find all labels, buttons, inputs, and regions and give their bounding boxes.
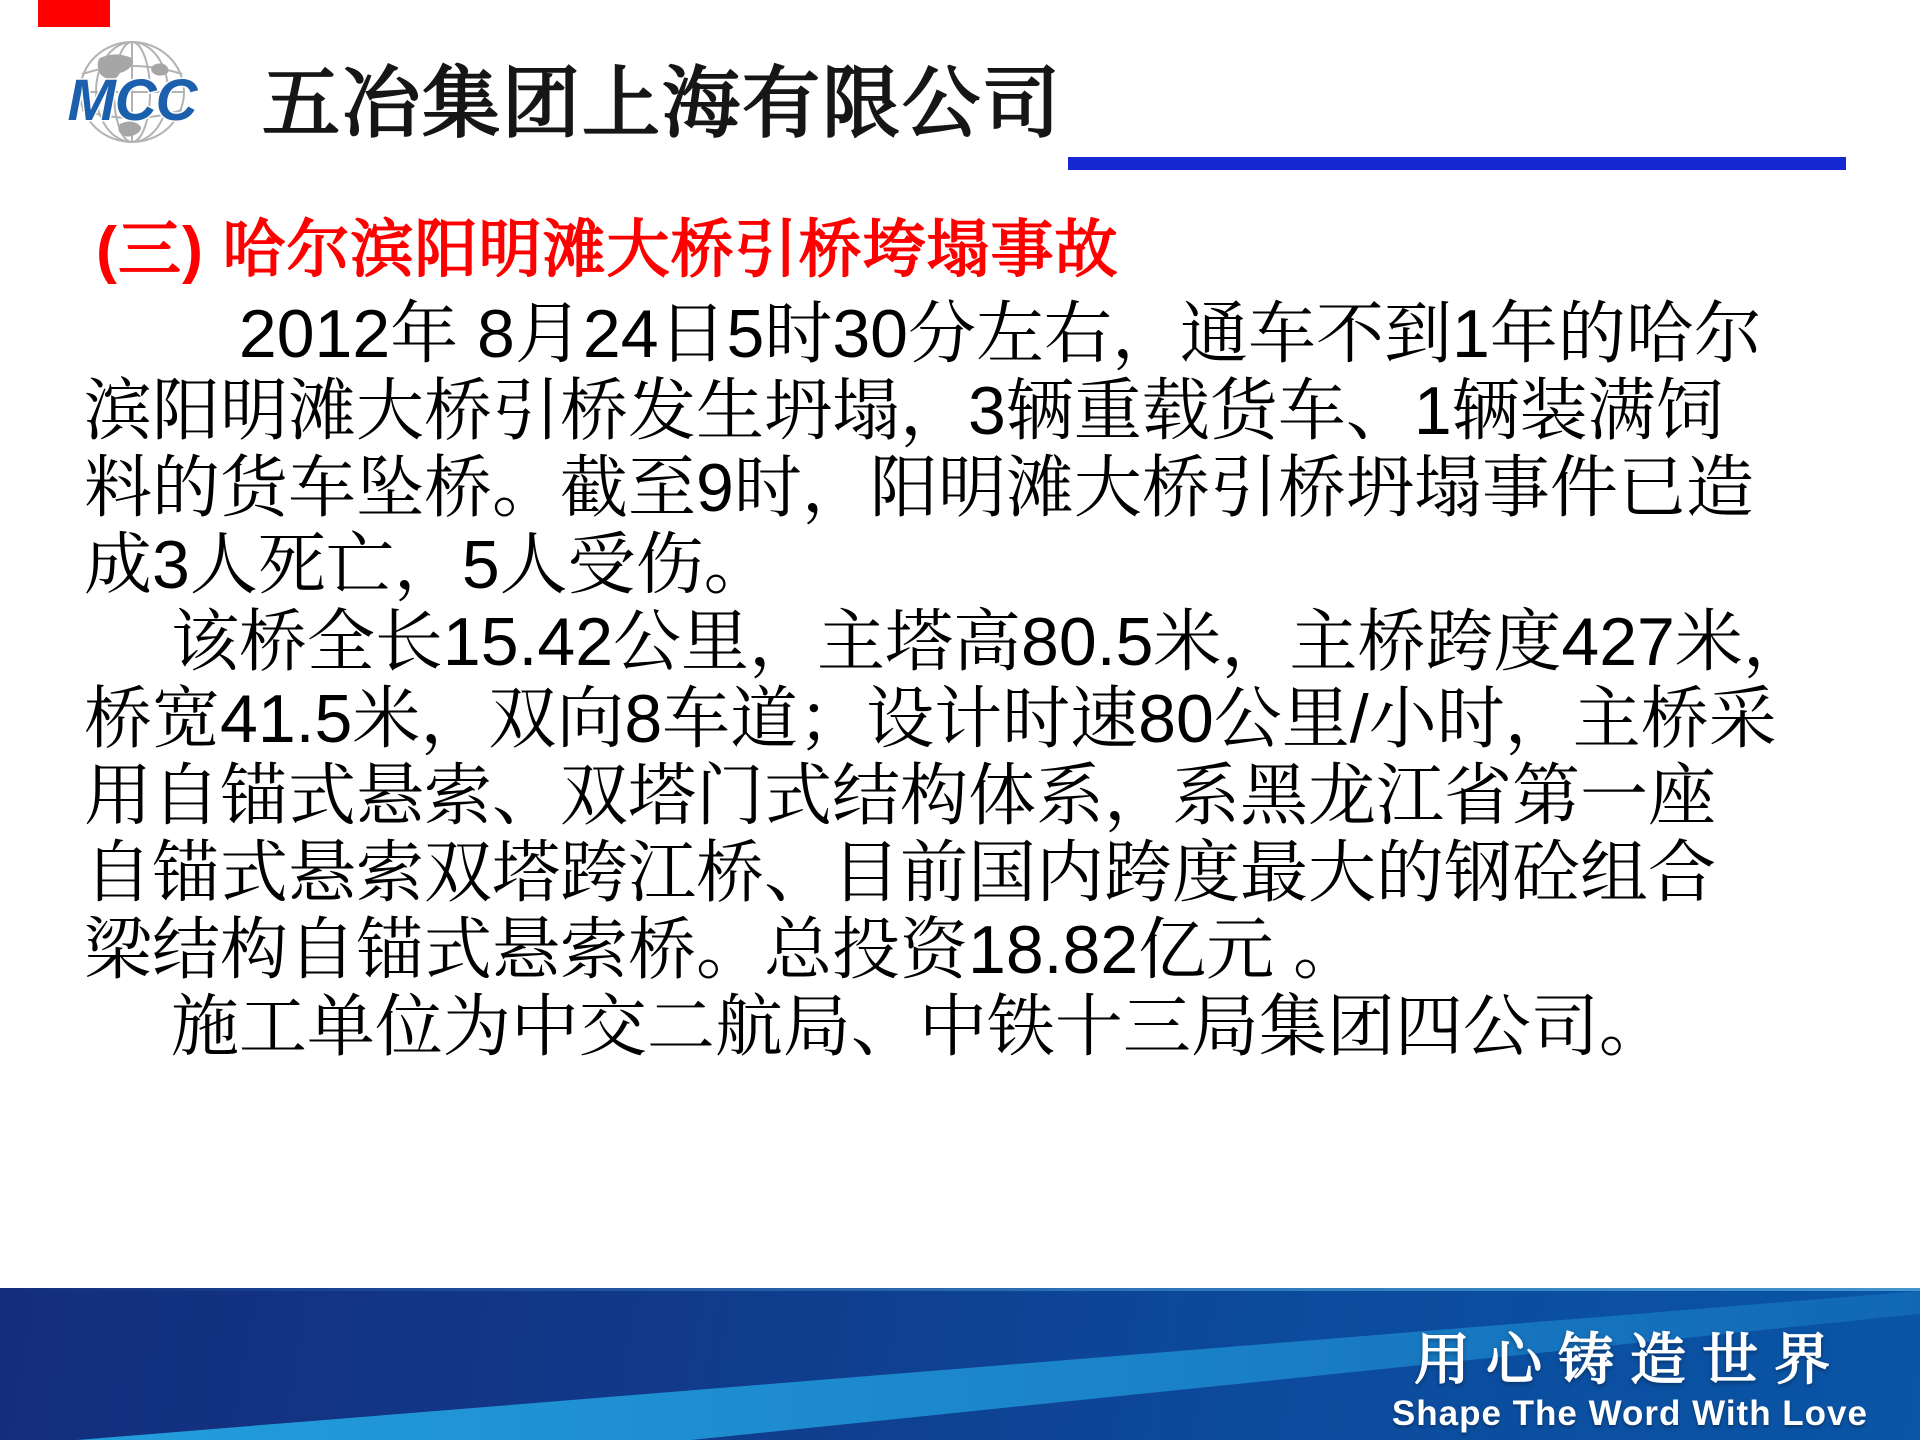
section-heading: (三) 哈尔滨阳明滩大桥引桥垮塌事故 — [96, 215, 1119, 285]
header-underline — [1068, 157, 1846, 170]
body-line: 该桥全长15.42公里，主塔高80.5米，主桥跨度427米， — [84, 604, 1811, 680]
body-line: 梁结构自锚式悬索桥。总投资18.82亿元 。 — [84, 912, 1362, 988]
body-line: 2012年 8月24日5时30分左右，通车不到1年的哈尔 — [84, 296, 1762, 372]
footer-bar — [0, 1288, 1920, 1440]
body-line: 桥宽41.5米，双向8车道；设计时速80公里/小时，主桥采 — [84, 681, 1777, 757]
footer-top-highlight — [0, 1288, 1920, 1291]
body-line: 用自锚式悬索、双塔门式结构体系，系黑龙江省第一座 — [84, 758, 1717, 834]
body-line: 自锚式悬索双塔跨江桥、目前国内跨度最大的钢砼组合 — [84, 835, 1717, 911]
svg-text:MCC: MCC — [67, 68, 197, 133]
slide-header — [0, 0, 1920, 190]
footer-slogans — [1392, 1328, 1868, 1434]
company-name: 五冶集团上海有限公司 — [262, 59, 1063, 147]
slogan-chinese: 用心铸造世界 — [1413, 1328, 1846, 1391]
slogan-english: Shape The Word With Love — [1391, 1394, 1868, 1433]
body-line: 施工单位为中交二航局、中铁十三局集团四公司。 — [84, 989, 1667, 1065]
mcc-globe-logo-icon — [28, 40, 236, 148]
body-line: 成3人死亡，5人受伤。 — [84, 527, 772, 603]
body-text-block — [84, 296, 1884, 1066]
body-line: 料的货车坠桥。截至9时，阳明滩大桥引桥坍塌事件已造 — [84, 450, 1754, 526]
body-line: 滨阳明滩大桥引桥发生坍塌，3辆重载货车、1辆装满饲 — [84, 373, 1724, 449]
